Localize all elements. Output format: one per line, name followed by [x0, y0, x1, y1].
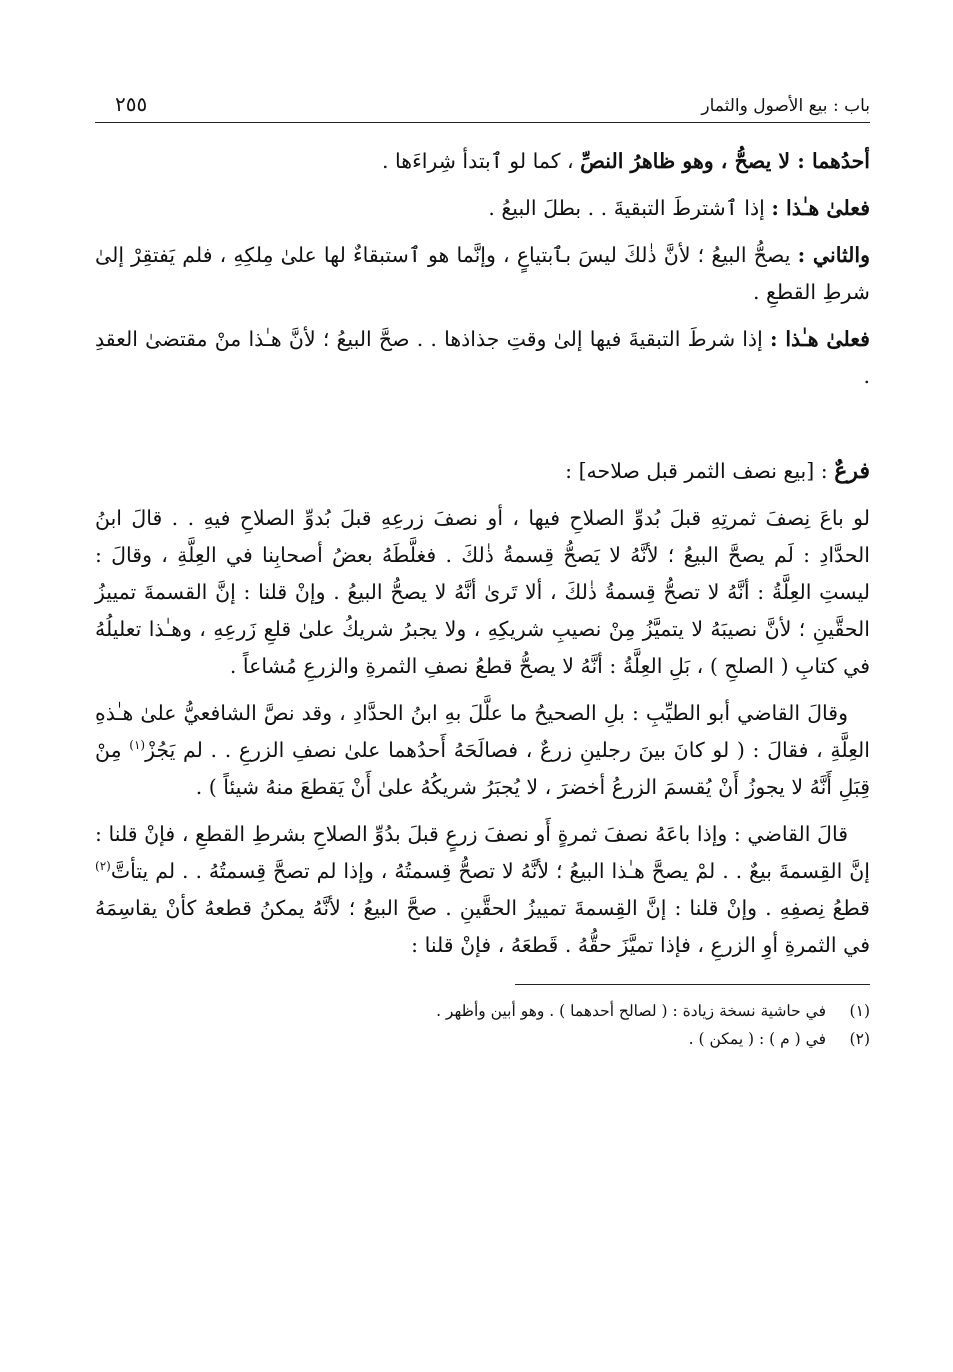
footnote-item	[95, 1025, 870, 1053]
paragraph-text: يصحُّ البيعُ ؛ لأنَّ ذٰلكَ ليسَ بٱبتياعٍ ، وإنَّما هو ٱستبقاءٌ لها علىٰ مِلكِهِ ، فلم يَفتقِرْ إلىٰ شرطِ القطعِ .	[95, 243, 870, 304]
paragraph-text: قطعُ نِصفِهِ . وإنْ قلنا : إنَّ القِسمةَ تمييزُ الحقَّينِ . صحَّ البيعُ ؛ لأنَّهُ يمكنُ قطعهُ كأنْ يقاسِمَهُ في الثمرةِ أوِ الزرعِ ، فإذا تميَّزَ حقُّهُ . قَطعَهُ ، فإنْ قلنا :	[95, 896, 870, 957]
chapter-title: باب : بيع الأصول والثمار	[701, 96, 870, 116]
book-page	[95, 90, 870, 1360]
paragraph-text: مِنْ قِبَلِ أَنَّهُ لا يجوزُ أَنْ يُقسمَ الزرعُ أخضرَ ، لا يُجبَرُ شريكُهُ علىٰ أَنْ يَقطعَ منهُ شيئاً ) .	[95, 738, 870, 799]
section-label: فرعٌ	[834, 458, 870, 484]
footnote-number: (١)	[849, 1002, 870, 1020]
section-title: : [بيع نصف الثمر قبل صلاحه] :	[565, 459, 828, 483]
paragraph-text: ، كما لو ٱبتدأ شِراءَها .	[381, 149, 574, 173]
section-paragraph-2	[95, 695, 870, 806]
section-paragraph-1	[95, 500, 870, 685]
paragraph-text: إذا ٱشترطَ التبقيةَ . . بطلَ البيعُ .	[488, 196, 765, 220]
paragraph-text: إذا شرطَ التبقيةَ فيها إلىٰ وقتِ جذاذها . . صحَّ البيعُ ؛ لأنَّ هـٰذا منْ مقتضىٰ العقدِ .	[95, 327, 870, 388]
paragraph-first-opinion	[95, 143, 870, 180]
paragraph-first-consequence	[95, 190, 870, 227]
section-heading	[95, 453, 870, 490]
paragraph-text: لو باعَ نِصفَ ثمرتِهِ قبلَ بُدوِّ الصلاحِ فيها ، أو نصفَ زرعِهِ قبلَ بُدوِّ الصلاحِ فيهِ . . قالَ ابنُ الحدَّادِ : لَم يصحَّ البيعُ ؛ لأنَّهُ لا يَصحُّ قِسمةُ ذٰلكَ . فغلَّطَهُ بعضُ أصحابِنا في العِلَّةِ ، وقالَ : ليستِ العِلَّةُ : أنَّهُ لا تصحُّ قِسمةُ ذٰلكَ ، ألا تَرىٰ أنَّهُ لا يصحُّ البيعُ . وإنْ قلنا : إنَّ القسمةَ تمييزُ الحقَّينِ ؛ لأنَّ نصيبَهُ لا يتميَّزُ مِنْ نصيبِ شريكِهِ ، ولا يجبرُ شريكُ علىٰ قلعِ زَرعِهِ ، وهـٰذا تعليلُهُ في كتابِ ( الصلحِ ) ، بَلِ العِلَّةُ : أنَّهُ لا يصحُّ قطعُ نصفِ الثمرةِ والزرعِ مُشاعاً .	[95, 506, 870, 678]
footnote-item	[95, 997, 870, 1025]
paragraph-text: وقالَ القاضي أبو الطيِّبِ : بلِ الصحيحُ ما علَّلَ بهِ ابنُ الحدَّادِ ، وقد نصَّ الشافعيُّ علىٰ هـٰذهِ العِلَّةِ ، فقالَ : ( لو كانَ بينَ رجلينِ زرعٌ ، فصالَحَهُ أَحدُهما علىٰ نصفِ الزرعِ . . لم يَجُزْ	[95, 701, 870, 762]
footnote-divider	[515, 984, 870, 985]
running-header	[95, 90, 870, 123]
section-spacer	[95, 405, 870, 453]
footnote-text: في حاشية نسخة زيادة : ( لصالح أحدهما ) . وهو أبين وأظهر .	[436, 1002, 826, 1020]
paragraph-lead: أحدُهما : لا يصحُّ ، وهو ظاهرُ النصِّ	[580, 149, 870, 173]
paragraph-lead: فعلىٰ هـٰذا :	[771, 196, 870, 220]
paragraph-text: قالَ القاضي : وإذا باعَهُ نصفَ ثمرةٍ أَو نصفَ زرعٍ قبلَ بدُوِّ الصلاحِ بشرطِ القطعِ ، فإنْ قلنا : إنَّ القِسمةَ بيعٌ . . لمْ يصحَّ هـٰذا البيعُ ؛ لأنَّهُ لا تصحُّ قِسمتُهُ ، وإذا لم تصحَّ قِسمتُهُ . . لم يتأتَّ	[95, 822, 870, 883]
page-number: ٢٥٥	[115, 92, 148, 116]
footnote-text: في ( م ) : ( يمكن ) .	[688, 1030, 826, 1048]
footnotes	[95, 997, 870, 1053]
paragraph-lead: والثاني :	[797, 243, 870, 267]
footnote-number: (٢)	[849, 1030, 870, 1048]
section-paragraph-3	[95, 816, 870, 964]
paragraph-second-consequence	[95, 321, 870, 395]
footnote-ref-2[interactable]: (٢)	[95, 859, 111, 874]
paragraph-lead: فعلىٰ هـٰذا :	[769, 327, 870, 351]
paragraph-second-opinion	[95, 237, 870, 311]
page-body	[95, 143, 870, 964]
footnote-ref-1[interactable]: (١)	[129, 738, 146, 753]
